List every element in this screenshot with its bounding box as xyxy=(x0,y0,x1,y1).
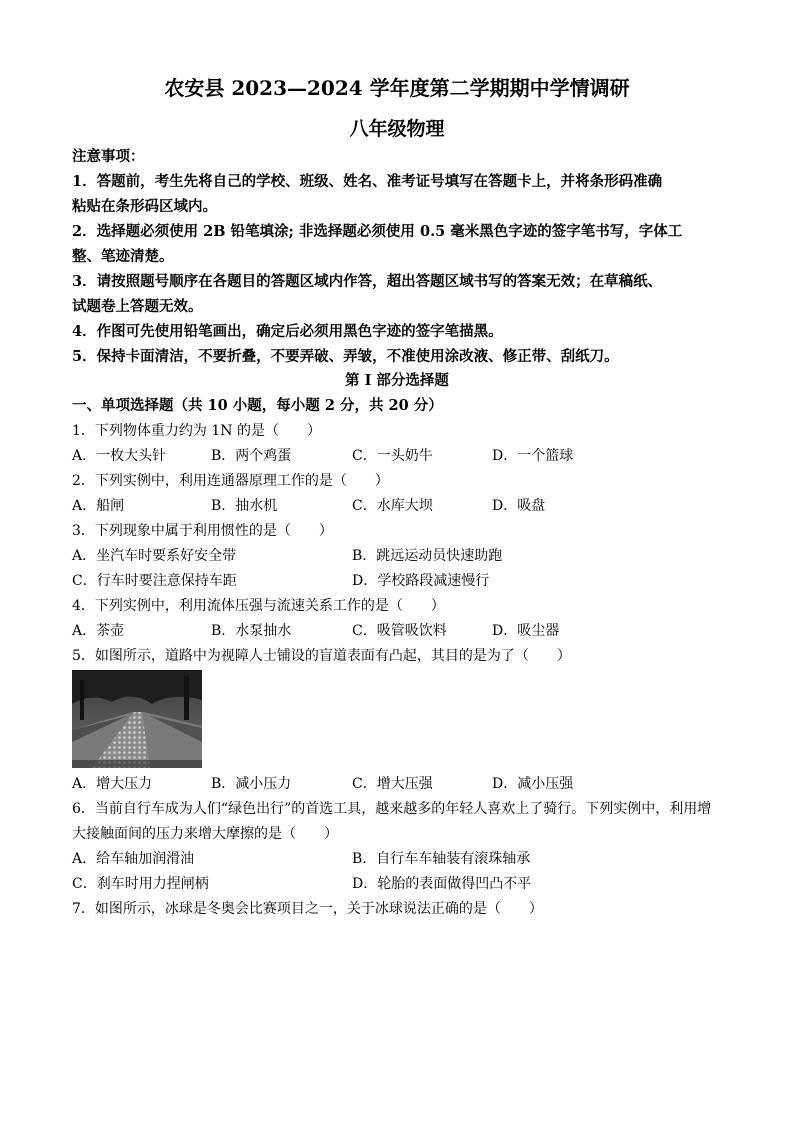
part-title: 第 I 部分选择题 xyxy=(345,372,449,389)
q4-option-a: A．茶壶 xyxy=(72,623,125,639)
notice-line-6: 试题卷上答题无效。 xyxy=(72,298,203,315)
question-6-stem-line-2: 大接触面间的压力来增大摩擦的是（ ） xyxy=(72,826,338,842)
question-4-stem: 4．下列实例中，利用流体压强与流速关系工作的是（ ） xyxy=(72,598,445,614)
q3-option-a: A．坐汽车时要系好安全带 xyxy=(72,548,237,564)
question-1-stem: 1．下列物体重力约为 1N 的是（ ） xyxy=(72,423,321,439)
notice-line-5: 3．请按照题号顺序在各题目的答题区域内作答，超出答题区域书写的答案无效；在草稿纸、 xyxy=(72,273,663,290)
q3-option-b: B．跳远运动员快速助跑 xyxy=(352,548,503,564)
question-3-stem: 3．下列现象中属于利用惯性的是（ ） xyxy=(72,523,333,539)
q2-option-c: C．水库大坝 xyxy=(352,498,433,514)
q1-option-b: B．两个鸡蛋 xyxy=(211,448,292,464)
notice-heading: 注意事项： xyxy=(72,148,145,165)
q2-option-b: B．抽水机 xyxy=(211,498,278,514)
q6-option-c: C．刹车时用力捏闸柄 xyxy=(72,876,209,892)
q4-option-d: D．吸尘器 xyxy=(492,623,560,639)
q3-option-d: D．学校路段减速慢行 xyxy=(352,573,490,589)
q1-option-c: C．一头奶牛 xyxy=(352,448,433,464)
q4-option-b: B．水泵抽水 xyxy=(211,623,292,639)
q6-option-b: B．自行车车轴装有滚珠轴承 xyxy=(352,851,531,867)
tactile-paving-photo-graphic xyxy=(72,670,202,768)
q6-option-d: D．轮胎的表面做得凹凸不平 xyxy=(352,876,532,892)
notice-line-4: 整、笔迹清楚。 xyxy=(72,248,174,265)
q4-option-c: C．吸管吸饮料 xyxy=(352,623,447,639)
q5-option-a: A．增大压力 xyxy=(72,776,153,792)
q2-option-a: A．船闸 xyxy=(72,498,125,514)
question-7-stem: 7．如图所示，冰球是冬奥会比赛项目之一，关于冰球说法正确的是（ ） xyxy=(72,901,543,917)
notice-line-2: 粘贴在条形码区域内。 xyxy=(72,198,217,215)
exam-subtitle: 八年级物理 xyxy=(349,118,445,140)
tactile-paving-photo xyxy=(72,670,202,768)
notice-line-1: 1．答题前，考生先将自己的学校、班级、姓名、准考证号填写在答题卡上，并将条形码准确 xyxy=(72,173,663,190)
section-heading: 一、单项选择题（共 10 小题，每小题 2 分，共 20 分） xyxy=(72,397,443,414)
q1-option-a: A．一枚大头针 xyxy=(72,448,167,464)
q6-option-a: A．给车轴加润滑油 xyxy=(72,851,195,867)
q5-option-d: D．减小压强 xyxy=(492,776,574,792)
notice-line-8: 5．保持卡面清洁，不要折叠，不要弄破、弄皱，不准使用涂改液、修正带、刮纸刀。 xyxy=(72,348,619,365)
notice-line-3: 2．选择题必须使用 2B 铅笔填涂; 非选择题必须使用 0.5 毫米黑色字迹的签字笔书写，字体工 xyxy=(72,223,683,240)
q1-option-d: D．一个篮球 xyxy=(492,448,574,464)
question-5-stem: 5．如图所示，道路中为视障人士铺设的盲道表面有凸起，其目的是为了（ ） xyxy=(72,648,571,664)
q2-option-d: D．吸盘 xyxy=(492,498,546,514)
exam-title: 农安县 2023—2024 学年度第二学期期中学情调研 xyxy=(164,76,630,100)
q3-option-c: C．行车时要注意保持车距 xyxy=(72,573,237,589)
notice-line-7: 4．作图可先使用铅笔画出，确定后必须用黑色字迹的签字笔描黑。 xyxy=(72,323,503,340)
question-6-stem-line-1: 6．当前自行车成为人们“绿色出行”的首选工具，越来越多的年轻人喜欢上了骑行。下列实例中，利用增 xyxy=(72,801,712,817)
q5-option-c: C．增大压强 xyxy=(352,776,433,792)
question-2-stem: 2．下列实例中，利用连通器原理工作的是（ ） xyxy=(72,473,389,489)
q5-option-b: B．减小压力 xyxy=(211,776,292,792)
